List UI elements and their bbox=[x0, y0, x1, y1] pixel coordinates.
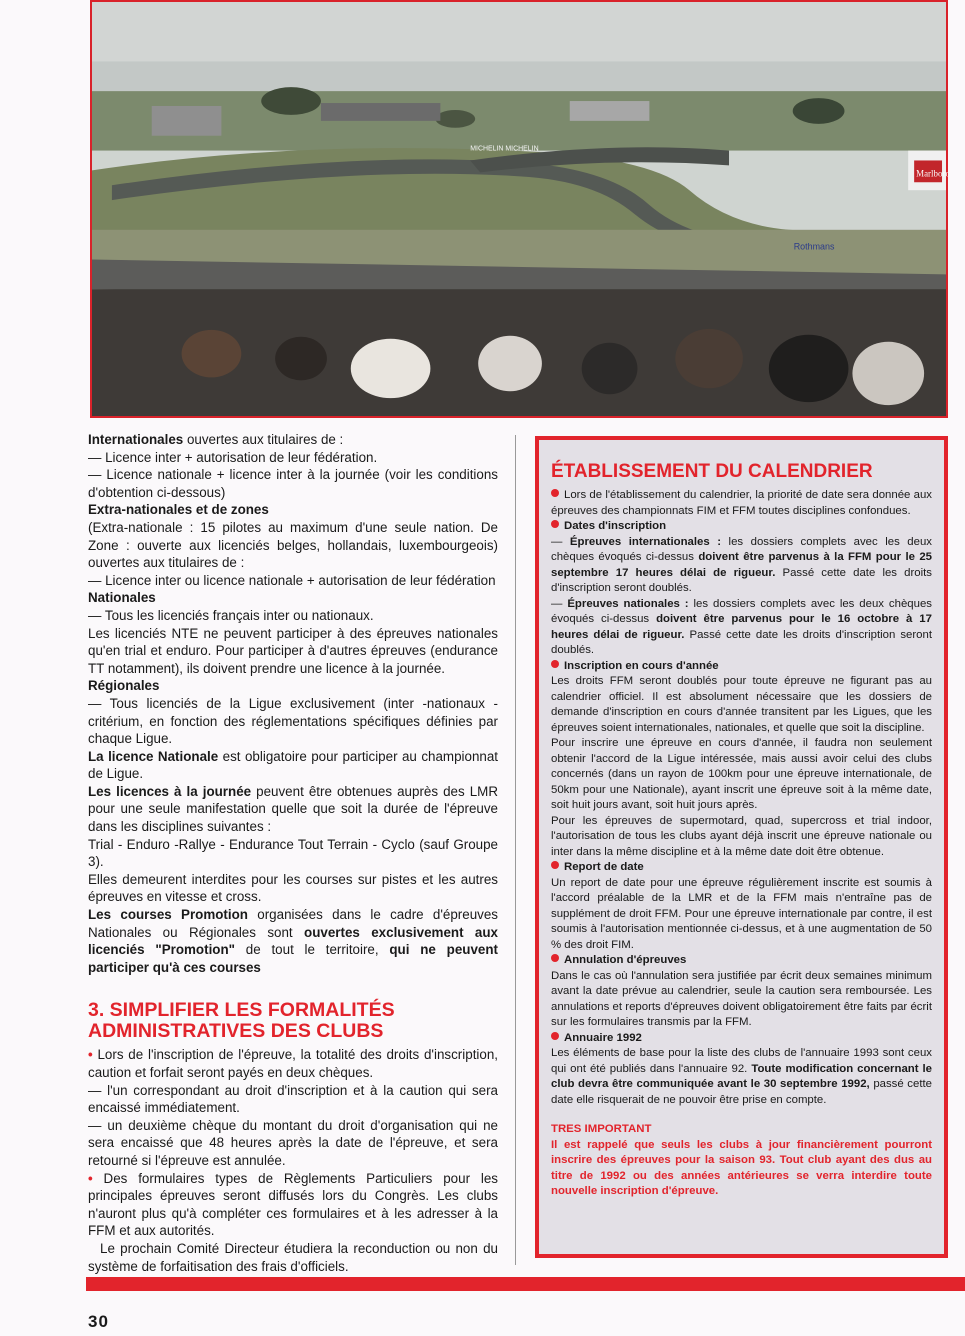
internationales-heading: Internationales bbox=[88, 432, 184, 447]
paragraph: — un deuxième chèque du montant du droit d'organisation qui ne sera encaissé que 48 heures après la date de l'épreuve, et sera retourné si l'épreuve est annulée. bbox=[88, 1117, 498, 1168]
paragraph: Lors de l'établissement du calendrier, la priorité de date sera donnée aux épreuves des championnats FIM et FFM toutes disciplines confondues. bbox=[551, 489, 932, 517]
emphasis: Épreuves internationales : bbox=[569, 535, 722, 548]
dash: — bbox=[551, 597, 568, 610]
paragraph: — Licence inter + autorisation de leur fédération. bbox=[88, 449, 378, 465]
paragraph: Lors de l'inscription de l'épreuve, la totalité des droits d'inscription, caution et forfait seront payés en deux chèques. bbox=[88, 1047, 498, 1080]
paragraph: Les éléments de base pour la liste des clubs de l'annuaire 1993 sont ceux qui ont été publiés dans l'annuaire 92. bbox=[551, 1047, 932, 1075]
paragraph: Pour inscrire une épreuve en cours d'année, il faudra non seulement obtenir l'accord de la Ligue intéressée, mais aussi avoir celui des clubs concernés (dans un rayon de 100km pour une épreuve internationale, de 50km pour une Nationale), ayant inscrit une épreuve soit à la même date, soit huit jours avant, soit huit jours après. bbox=[551, 737, 932, 811]
page-number: 30 bbox=[88, 1312, 109, 1331]
paragraph: peuvent être obtenues auprès des LMR pour une seule manifestation quelle que soit la durée de l'épreuve dans les disciplines suivantes : bbox=[88, 783, 498, 835]
paragraph: Des formulaires types de Règlements Particuliers pour les principales épreuves seront diffusés lors du Congrès. Les clubs n'auront plus qu'à compléter ces formulaires et à les adresser à la FFM et aux autorités. bbox=[88, 1170, 498, 1239]
paragraph: les dossiers complets avec les deux chèques évoqués ci-dessus bbox=[551, 535, 932, 563]
bullet-dot-icon bbox=[551, 954, 559, 962]
bullet-dot-icon bbox=[551, 660, 559, 668]
emphasis: Épreuves nationales : bbox=[567, 597, 689, 610]
courses-promotion-label: Les courses Promotion bbox=[88, 907, 248, 923]
paragraph: Trial - Enduro -Rallye - Endurance Tout Terrain - Cyclo (sauf Groupe 3). bbox=[88, 836, 498, 870]
emphasis: ouvertes exclusivement aux licenciés "Promotion" bbox=[88, 924, 498, 958]
left-column bbox=[88, 431, 498, 1275]
paragraph: Elles demeurent interdites pour les courses sur pistes et les autres épreuves en vitesse et cross. bbox=[88, 871, 498, 905]
race-track-photo bbox=[90, 0, 948, 418]
internationales-text: ouvertes aux titulaires de : bbox=[183, 432, 344, 447]
dash: — bbox=[551, 535, 570, 548]
paragraph: Passé cette date les droits d'inscription seront doublés. bbox=[551, 628, 932, 656]
box-title: ÉTABLISSEMENT DU CALENDRIER bbox=[551, 461, 873, 482]
bullet-dot-icon bbox=[551, 520, 559, 528]
bullet-dot-icon bbox=[551, 489, 559, 497]
annuaire-heading: Annuaire 1992 bbox=[564, 1031, 642, 1044]
paragraph: — Licence nationale + licence inter à la journée (voir les conditions d'obtention ci-dessous) bbox=[88, 467, 498, 500]
paragraph: — Tous licenciés de la Ligue exclusivement (inter -nationaux - critérium, en fonction des réglementations spécifiques définies par chaque Ligue. bbox=[88, 695, 498, 747]
paragraph: les dossiers complets avec les deux chèques évoqués ci-dessus bbox=[551, 597, 932, 625]
regionales-heading: Régionales bbox=[88, 678, 160, 694]
paragraph: — l'un correspondant au droit d'inscription et à la caution qui sera encaissé immédiatement. bbox=[88, 1082, 498, 1116]
bullet-dot-icon bbox=[551, 861, 559, 869]
licences-journee-label: Les licences à la journée bbox=[88, 783, 252, 799]
paragraph: Le prochain Comité Directeur étudiera la reconduction ou non du système de forfaitisation des frais d'officiels. bbox=[88, 1240, 498, 1274]
bullet: • bbox=[88, 1047, 93, 1063]
paragraph: organisées dans le cadre d'épreuves Nationales ou Régionales sont bbox=[88, 907, 498, 940]
paragraph: Les droits FFM seront doublés pour toute épreuve ne figurant pas au calendrier officiel. Il est absolument nécessaire que les dossiers de demande d'inscription en cours d'année transitent par les Ligues, que les épreuves soient internationales, nationales, et quelle que soit la discipline. bbox=[551, 675, 932, 734]
emphasis: doivent être parvenus à la FFM pour le 25 septembre 17 heures délai de rigueur. bbox=[551, 551, 932, 579]
paragraph: (Extra-nationale : 15 pilotes au maximum d'une seule nation. De Zone : ouverte aux licenciés belges, hollandais, luxembourgeois) ouvertes aux titulaires de : bbox=[88, 519, 498, 571]
circuit-illustration bbox=[92, 2, 950, 416]
paragraph: est obligatoire pour participer au championnat de Ligue. bbox=[88, 748, 499, 782]
important-heading: TRES IMPORTANT bbox=[551, 1123, 652, 1135]
emphasis: Toute modification concernant le club devra être communiquée avant le 30 septembre 1992, bbox=[551, 1062, 932, 1090]
extra-nationales-heading: Extra-nationales et de zones bbox=[88, 502, 269, 518]
column-divider bbox=[515, 435, 516, 1265]
inscription-cours-heading: Inscription en cours d'année bbox=[564, 659, 719, 672]
footer-bar bbox=[86, 1277, 965, 1291]
paragraph: Dans le cas où l'annulation sera justifiée par écrit deux semaines minimum avant la date prévue au calendrier, seule la caution sera remboursée. Les annulations et reports d'épreuves doivent obligatoirement être faits par écrit sur les formulaires transmis par la FFM. bbox=[551, 969, 932, 1028]
calendrier-box bbox=[535, 436, 948, 1258]
paragraph: Passé cette date les droits d'inscription seront doublés. bbox=[551, 566, 932, 594]
paragraph: Un report de date pour une épreuve régulièrement inscrite est soumis à l'accord préalable de la LMR et de la FFM mais n'entraîne pas de supplément de droit FFM. Pour une épreuve internationale par contre, il est soumis à l'autorisation mentionnée ci-dessus, et à une augmentation de 50 % des droit FIM. bbox=[551, 876, 932, 951]
licence-nationale-label: La licence Nationale bbox=[88, 748, 219, 764]
section-3-title: 3. SIMPLIFIER LES FORMALITÉS ADMINISTRATIVES DES CLUBS bbox=[88, 999, 395, 1043]
bullet-dot-icon bbox=[551, 1032, 559, 1040]
billboard-rothmans: Rothmans bbox=[793, 241, 835, 252]
paragraph: — Licence inter ou licence nationale + autorisation de leur fédération bbox=[88, 572, 496, 588]
annulation-heading: Annulation d'épreuves bbox=[564, 954, 687, 966]
billboard-michelin: MICHELIN MICHELIN bbox=[470, 145, 539, 153]
important-text: Il est rappelé que seuls les clubs à jour financièrement pourront inscrire des épreuves pour la saison 93. Tout club ayant des dus au titre de 1992 ou des années antérieures se verra interdire toute nouvelle inscription d'épreuve. bbox=[551, 1138, 932, 1197]
emphasis: qui ne peuvent participer qu'à ces courses bbox=[88, 942, 498, 975]
emphasis: doivent être parvenus pour le 16 octobre à 17 heures délai de rigueur. bbox=[551, 613, 932, 641]
nationales-heading: Nationales bbox=[88, 590, 156, 606]
bullet: • bbox=[88, 1170, 93, 1186]
billboard-marlboro: Marlboro bbox=[916, 168, 950, 179]
paragraph: Pour les épreuves de supermotard, quad, supercross et trial indoor, l'autorisation de tous les clubs ayant déjà inscrit une épreuve nationale ou inter dans la même discipline et à la même date doit être obtenue. bbox=[551, 814, 932, 858]
dates-heading: Dates d'inscription bbox=[564, 520, 667, 532]
paragraph: — Tous les licenciés français inter ou nationaux. bbox=[88, 607, 374, 623]
paragraph: de tout le territoire, bbox=[235, 942, 390, 958]
paragraph: passé cette date elle risquerait de ne pouvoir être prise en compte. bbox=[551, 1078, 932, 1106]
report-heading: Report de date bbox=[564, 861, 644, 873]
paragraph: Les licenciés NTE ne peuvent participer à des épreuves nationales qu'en trial et enduro. Pour participer à d'autres épreuves (endurance TT notamment), ils doivent prendre une licence à la journée. bbox=[88, 625, 498, 676]
